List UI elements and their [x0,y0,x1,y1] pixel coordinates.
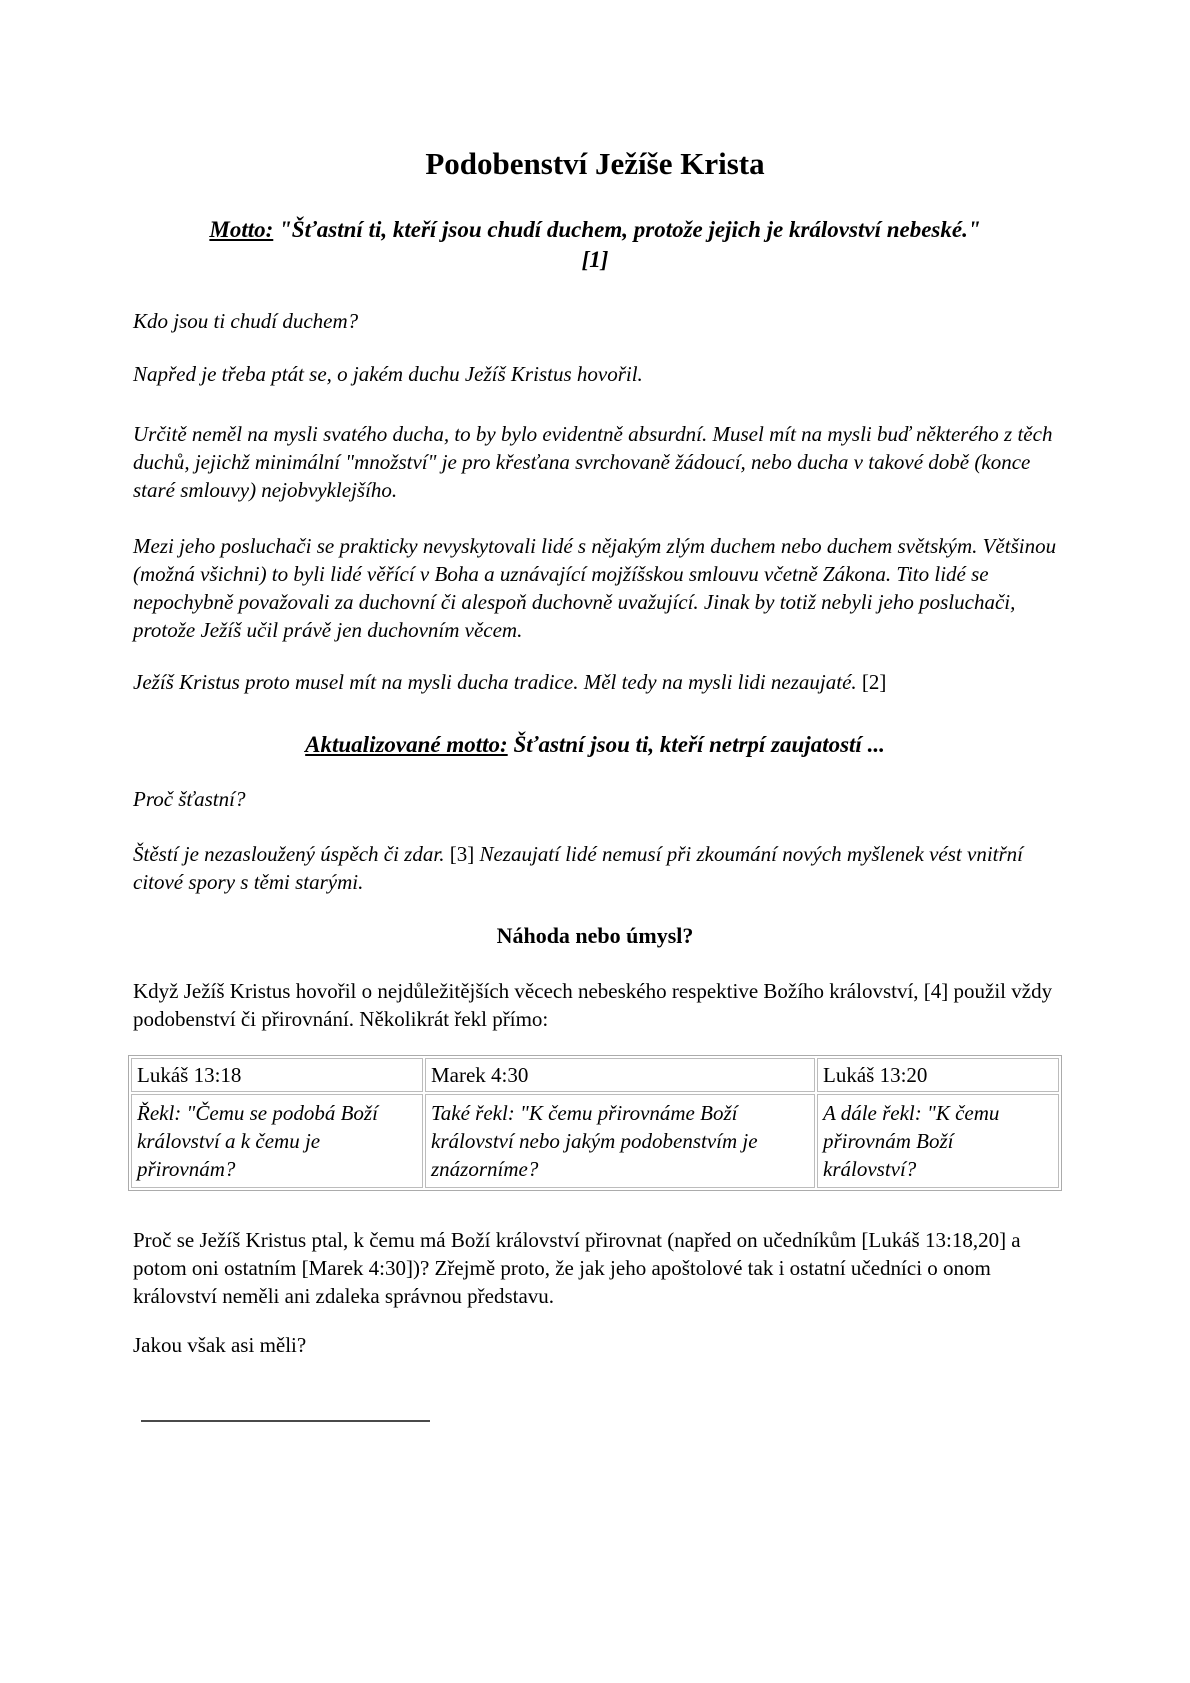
paragraph-urcite-nemel: Určitě neměl na mysli svatého ducha, to by bylo evidentně absurdní. Musel mít na mysli buď některého z těch duchů, jejichž minimální "množství" je pro křesťana svrchovaně žádoucí, nebo ducha v takové době (konce staré smlouvy) nejobvyklejšího. [133,422,1053,502]
table-header-lukas-1318: Lukáš 13:18 [131,1058,423,1092]
table-cell-rekl: Řekl: "Čemu se podobá Boží království a k čemu je přirovnám? [131,1094,423,1188]
paragraph-stesti-post: Nezaujatí lidé nemusí při zkoumání nových myšlenek vést vnitřní citové spory s těmi starými. [133,842,1024,894]
paragraph-kdyz-jezis: Když Ježíš Kristus hovořil o nejdůležitějších věcech nebeského respektive Božího království, [4] použil vždy podobenství či přirovnání. Několikrát řekl přímo: [133,979,1053,1031]
footnote-separator [141,1420,430,1422]
updated-motto-heading [133,730,1057,760]
footnote-ref-2: [2] [861,670,887,694]
motto-footnote-ref: [1] [581,247,609,272]
updated-motto-text: Šťastní jsou ti, kteří netrpí zaujatostí ... [507,732,885,757]
paragraph-stesti-pre: Štěstí je nezasloužený úspěch či zdar. [133,842,450,866]
paragraph-duch-tradice [133,668,1057,696]
section-heading-nahoda: Náhoda nebo úmysl? [496,923,694,948]
table-row [131,1094,1059,1188]
paragraph-napred: Napřed je třeba ptát se, o jakém duchu Ježíš Kristus hovořil. [133,362,643,386]
paragraph-jakou-meli: Jakou však asi měli? [133,1333,307,1357]
paragraph-mezi-posluchaci: Mezi jeho posluchači se prakticky nevyskytovali lidé s nějakým zlým duchem nebo duchem světským. Většinou (možná všichni) to byli lidé věřící v Boha a uznávající mojžíšskou smlouvu včetně Zákona. Tito lidé se nepochybně považovali za duchovní či alespoň duchovně uvažující. Jinak by totiž nebyli jeho posluchači, protože Ježíš učil právě jen duchovním věcem. [133,534,1057,642]
paragraph-chudi-duchem: Kdo jsou ti chudí duchem? [133,309,359,333]
footnote-ref-3: [3] [449,842,475,866]
page-title: Podobenství Ježíše Krista [425,146,765,181]
updated-motto-label: Aktualizované motto: [305,732,508,757]
motto-heading [133,215,1057,275]
paragraph-stesti [133,840,1057,896]
table-header-row [131,1058,1059,1092]
verses-table [128,1055,1062,1191]
paragraph-proc-se-ptal: Proč se Ježíš Kristus ptal, k čemu má Boží království přirovnat (napřed on učedníkům [Lukáš 13:18,20] a potom oni ostatním [Marek 4:30])? Zřejmě proto, že jak jeho apoštolové tak i ostatní učedníci o onom království neměli ani zdaleka správnou představu. [133,1228,1021,1308]
table-cell-take-rekl: Také řekl: "K čemu přirovnáme Boží království nebo jakým podobenstvím je znázorníme? [425,1094,815,1188]
paragraph-proc-stastni: Proč šťastní? [133,787,246,811]
table-header-lukas-1320: Lukáš 13:20 [817,1058,1059,1092]
table-cell-a-dale-rekl: A dále řekl: "K čemu přirovnám Boží království? [817,1094,1059,1188]
paragraph-duch-tradice-text: Ježíš Kristus proto musel mít na mysli ducha tradice. Měl tedy na mysli lidi nezaujaté. [133,670,862,694]
table-header-marek-430: Marek 4:30 [425,1058,815,1092]
motto-text: "Šťastní ti, kteří jsou chudí duchem, protože jejich je království nebeské." [273,217,981,242]
motto-label: Motto: [209,217,274,242]
motto-line [133,215,1057,245]
